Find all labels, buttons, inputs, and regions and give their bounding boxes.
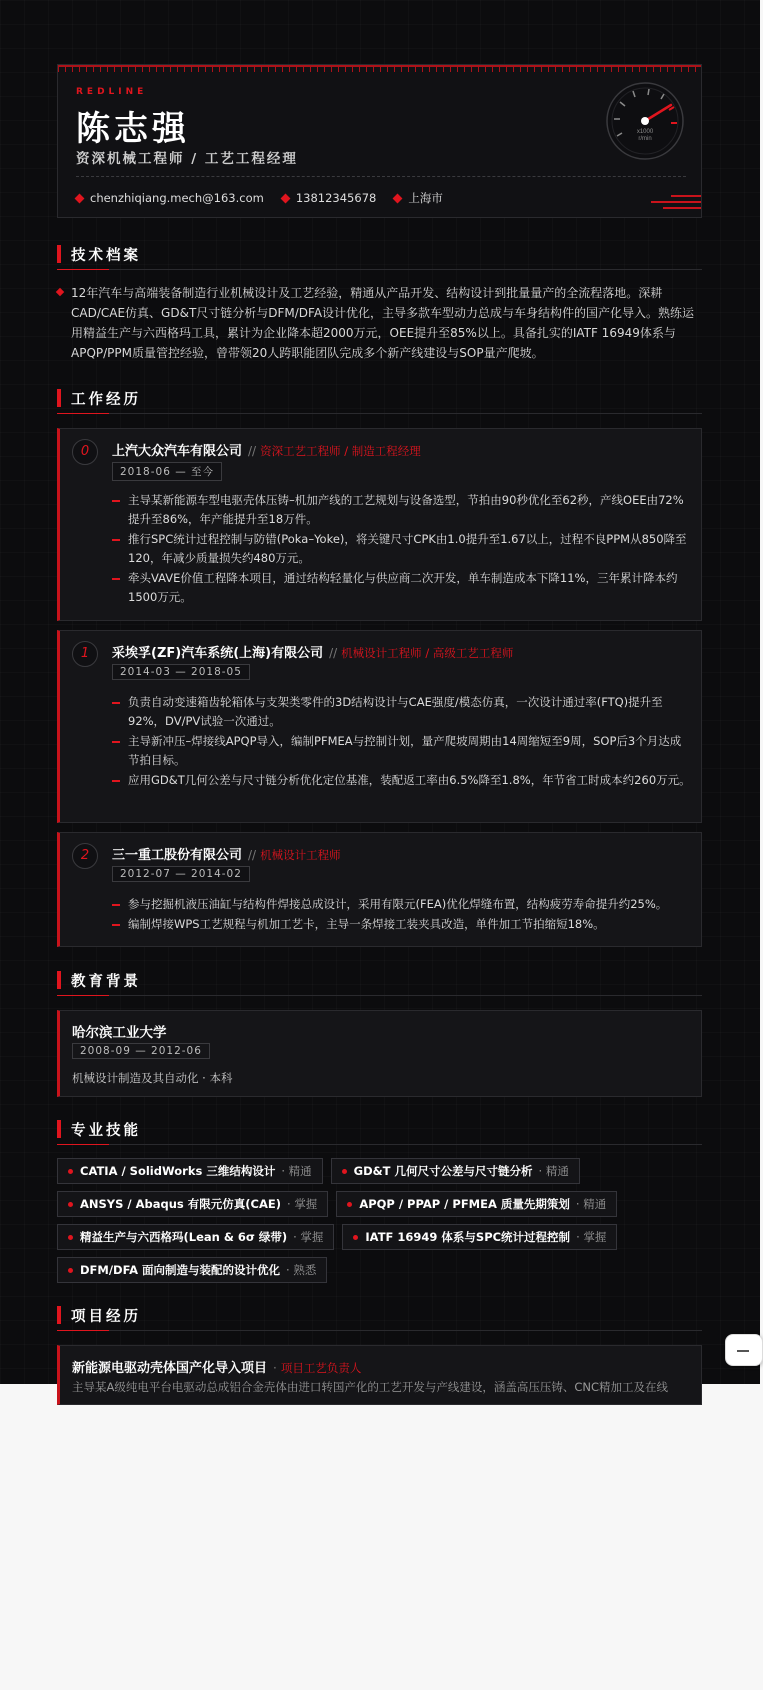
separator: · [273,1361,277,1375]
skill-level: 掌握 [300,1230,324,1244]
section-bar [57,245,61,263]
skill-level: 精通 [583,1197,607,1211]
skill-separator: · [293,1230,297,1244]
skill-name: GD&T 几何尺寸公差与尺寸链分析 [353,1164,533,1178]
diamond-icon [75,193,85,203]
job-company-line [112,844,341,863]
separator: // [248,444,257,458]
skill-name: IATF 16949 体系与SPC统计过程控制 [365,1230,571,1244]
skill-separator: · [575,1197,580,1211]
section-education [57,968,702,996]
skill-separator: · [286,1263,290,1277]
collapse-button[interactable] [725,1334,763,1366]
contact-email[interactable] [76,190,264,206]
skill-tag [342,1224,617,1250]
separator: // [329,646,338,660]
dot-icon [68,1169,73,1174]
skill-tag [57,1257,327,1283]
separator: // [248,848,257,862]
diamond-icon [56,288,64,296]
contact-phone[interactable] [282,190,376,206]
skill-level: 精通 [288,1164,312,1178]
job-company-line [112,642,513,661]
email-text: chenzhiqiang.mech@163.com [90,191,264,205]
job-index: 0 [72,439,98,465]
job-bullet: 编制焊接WPS工艺规程与机加工艺卡，主导一条焊接工装夹具改造，单件加工节拍缩短18%。 [112,915,692,934]
skill-separator: · [281,1164,285,1178]
job-role: 资深工艺工程师 / 制造工程经理 [260,444,421,458]
company-name: 采埃孚(ZF)汽车系统(上海)有限公司 [112,646,324,661]
candidate-name: 陈志强 [76,109,190,149]
skill-name: 精益生产与六西格玛(Lean & 6σ 绿带) [80,1230,288,1244]
gauge-unit-line1: x1000 [636,129,654,135]
minus-icon [737,1350,749,1352]
job-card [57,832,702,947]
job-bullet: 主导某新能源车型电驱壳体压铸–机加产线的工艺规划与设备选型，节拍由90秒优化至62秒，产线OEE由72%提升至86%，年产能提升至18万件。 [112,491,692,529]
job-role: 机械设计工程师 / 高级工艺工程师 [341,646,514,660]
section-title: 技术档案 [71,248,141,264]
skill-list [57,1158,702,1283]
project-card [57,1345,702,1405]
section-title: 工作经历 [71,392,141,408]
skill-name: DFM/DFA 面向制造与装配的设计优化 [80,1263,281,1277]
job-bullet: 参与挖掘机液压油缸与结构件焊接总成设计，采用有限元(FEA)优化焊缝布置，结构疲劳寿命提升约25%。 [112,895,692,914]
skill-level: 熟悉 [293,1263,317,1277]
job-dates: 2018-06 — 至今 [112,462,222,481]
skill-tag [57,1224,334,1250]
diamond-icon [280,193,290,203]
job-bullets [112,895,692,935]
skill-level: 掌握 [294,1197,318,1211]
skill-level: 掌握 [583,1230,607,1244]
section-bar [57,1306,61,1324]
project-title-line [72,1357,361,1376]
project-role: 项目工艺负责人 [280,1361,362,1375]
section-bar [57,971,61,989]
section-title: 教育背景 [71,974,141,990]
job-dates: 2014-03 — 2018-05 [112,664,250,680]
dot-icon [68,1268,73,1273]
summary-text: 12年汽车与高端装备制造行业机械设计及工艺经验，精通从产品开发、结构设计到批量量产的全流程落地。深耕CAD/CAE仿真、GD&T尺寸链分析与DFM/DFA设计优化，主导多款车型动力总成与车身结构件的国产化导入。熟练运用精益生产与六西格玛工具，累计为企业降本超2000万元，OEE提升至85%以上。具备扎实的IATF 16949体系与APQP/PPM质量管控经验，曾带领20人跨职能团队完成多个新产线建设与SOP量产爬坡。 [71,286,695,360]
skill-separator: · [576,1230,580,1244]
resume-header [57,64,702,218]
gauge-unit-line2: r/min [638,136,652,142]
ruler-ticks [58,65,701,72]
dot-icon [353,1235,358,1240]
project-name: 新能源电驱动壳体国产化导入项目 [72,1361,268,1376]
job-bullet: 推行SPC统计过程控制与防错(Poka–Yoke)，将关键尺寸CPK由1.0提升至1.67以上，过程不良PPM从850降至120，年减少质量损失约480万元。 [112,530,692,568]
skill-tag [336,1191,617,1217]
section-title: 专业技能 [71,1123,141,1139]
section-projects [57,1303,702,1331]
skill-tag [57,1191,328,1217]
dot-icon [342,1169,347,1174]
skill-tag [57,1158,323,1184]
section-title: 项目经历 [71,1309,141,1325]
job-bullet: 负责自动变速箱齿轮箱体与支架类零件的3D结构设计与CAE强度/模态仿真，一次设计通过率(FTQ)提升至92%，DV/PV试验一次通过。 [112,693,692,731]
dot-icon [68,1202,73,1207]
job-bullet: 牵头VAVE价值工程降本项目，通过结构轻量化与供应商二次开发，单车制造成本下降11%，三年累计降本约1500万元。 [112,569,692,607]
tachometer-icon [605,81,685,161]
job-index: 2 [72,843,98,869]
skill-level: 精通 [545,1164,569,1178]
skill-separator: · [287,1197,291,1211]
job-index: 1 [72,641,98,667]
job-role: 机械设计工程师 [260,848,341,862]
contact-location [394,190,443,206]
contact-list [76,190,443,206]
job-bullet: 应用GD&T几何公差与尺寸链分析优化定位基准，装配返工率由6.5%降至1.8%，年节省工时成本约260万元。 [112,771,692,790]
skill-name: ANSYS / Abaqus 有限元仿真(CAE) [80,1197,281,1211]
skill-tag [331,1158,580,1184]
section-bar [57,389,61,407]
section-profile [57,242,702,270]
speed-lines [646,195,701,215]
dot-icon [68,1235,73,1240]
job-bullet: 主导新冲压–焊接线APQP导入，编制PFMEA与控制计划，量产爬坡周期由14周缩短至9周，SOP后3个月达成节拍目标。 [112,732,692,770]
job-dates: 2012-07 — 2014-02 [112,866,250,882]
education-card [57,1010,702,1097]
job-card [57,428,702,621]
profile-summary [57,283,702,363]
company-name: 上汽大众汽车有限公司 [112,444,243,459]
education-dates: 2008-09 — 2012-06 [72,1043,210,1059]
school-name: 哈尔滨工业大学 [72,1025,167,1041]
candidate-title: 资深机械工程师 / 工艺工程经理 [76,151,298,167]
section-bar [57,1120,61,1138]
job-bullets [112,693,692,791]
header-divider [76,176,686,177]
education-major: 机械设计制造及其自动化 · 本科 [72,1071,233,1085]
phone-text: 13812345678 [295,191,377,205]
location-text: 上海市 [408,191,443,205]
job-company-line [112,440,421,459]
project-description: 主导某A级纯电平台电驱动总成铝合金壳体由进口转国产化的工艺开发与产线建设，涵盖高压压铸、CNC精加工及在线 [72,1380,669,1394]
section-skills [57,1117,702,1145]
job-card [57,630,702,823]
company-name: 三一重工股份有限公司 [112,848,243,863]
job-bullets [112,491,692,608]
diamond-icon [393,193,403,203]
skill-name: APQP / PPAP / PFMEA 质量先期策划 [359,1197,570,1211]
skill-name: CATIA / SolidWorks 三维结构设计 [80,1164,276,1178]
brand-tag: REDLINE [76,87,148,97]
skill-separator: · [538,1164,543,1178]
dot-icon [347,1202,352,1207]
section-work [57,386,702,414]
